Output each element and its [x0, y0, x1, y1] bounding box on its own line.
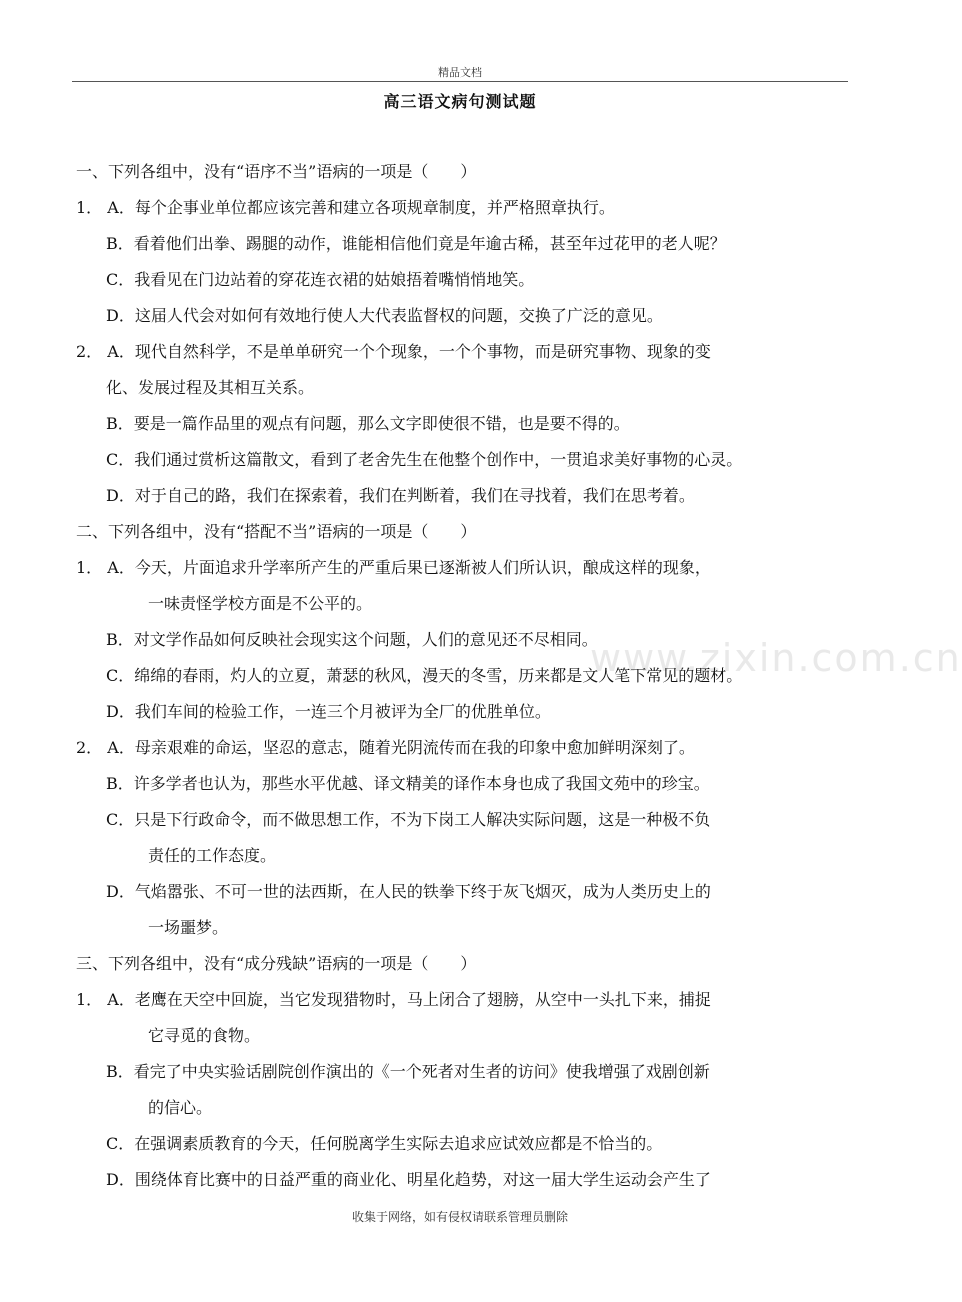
section-heading: 三、下列各组中，没有“成分残缺”语病的一项是（ ）	[76, 954, 477, 973]
option-line: B．许多学者也认为，那些水平优越、译文精美的译作本身也成了我国文苑中的珍宝。	[106, 774, 710, 793]
option-line: D．对于自己的路，我们在探索着，我们在判断着，我们在寻找着，我们在思考着。	[106, 486, 695, 505]
continuation-line: 化、发展过程及其相互关系。	[106, 378, 315, 397]
section-heading: 二、下列各组中，没有“搭配不当”语病的一项是（ ）	[76, 522, 477, 541]
option-line: B．看着他们出拳、踢腿的动作，谁能相信他们竟是年逾古稀，甚至年过花甲的老人呢？	[106, 234, 726, 253]
option-line: B．对文学作品如何反映社会现实这个问题，人们的意见还不尽相同。	[106, 630, 598, 649]
option-line: B．看完了中央实验话剧院创作演出的《一个死者对生者的访问》使我增强了戏剧创新	[106, 1062, 710, 1081]
continuation-line: 责任的工作态度。	[148, 846, 277, 865]
option-line: C．只是下行政命令，而不做思想工作，不为下岗工人解决实际问题，这是一种极不负	[106, 810, 711, 829]
question-line: 1． A．每个企事业单位都应该完善和建立各项规章制度，并严格照章执行。	[76, 198, 615, 217]
question-line: 1． A．今天，片面追求升学率所产生的严重后果已逐渐被人们所认识，酿成这样的现象，	[76, 558, 711, 577]
option-line: D．围绕体育比赛中的日益严重的商业化、明星化趋势，对这一届大学生运动会产生了	[106, 1170, 711, 1189]
watermark: www.zixin.com.cn	[590, 636, 962, 680]
question-line: 2． A．现代自然科学，不是单单研究一个个现象，一个个事物，而是研究事物、现象的变	[76, 342, 711, 361]
continuation-line: 的信心。	[148, 1098, 213, 1117]
footer-label: 收集于网络，如有侵权请联系管理员删除	[351, 1210, 568, 1224]
section-heading: 一、下列各组中，没有“语序不当”语病的一项是（ ）	[76, 162, 477, 181]
page-title: 高三语文病句测试题	[383, 92, 537, 111]
option-line: D．气焰嚣张、不可一世的法西斯，在人民的铁拳下终于灰飞烟灭，成为人类历史上的	[106, 882, 711, 901]
option-line: B．要是一篇作品里的观点有问题，那么文字即使很不错，也是要不得的。	[106, 414, 630, 433]
continuation-line: 一场噩梦。	[148, 918, 229, 937]
option-line: C．在强调素质教育的今天，任何脱离学生实际去追求应试效应都是不恰当的。	[106, 1134, 663, 1153]
question-line: 2． A．母亲艰难的命运，坚忍的意志，随着光阴流传而在我的印象中愈加鲜明深刻了。	[76, 738, 695, 757]
question-list	[76, 158, 856, 1202]
header-divider	[72, 81, 848, 82]
option-line: D．这届人代会对如何有效地行使人大代表监督权的问题，交换了广泛的意见。	[106, 306, 663, 325]
option-line: D．我们车间的检验工作，一连三个月被评为全厂的优胜单位。	[106, 702, 551, 721]
question-line: 1． A．老鹰在天空中回旋，当它发现猎物时，马上闭合了翅膀，从空中一头扎下来，捕捉	[76, 990, 711, 1009]
header-label: 精品文档	[438, 66, 482, 79]
continuation-line: 它寻觅的食物。	[148, 1026, 261, 1045]
option-line: C．我看见在门边站着的穿花连衣裙的姑娘捂着嘴悄悄地笑。	[106, 270, 535, 289]
option-line: C．绵绵的春雨，灼人的立夏，萧瑟的秋风，漫天的冬雪，历来都是文人笔下常见的题材。	[106, 666, 743, 685]
option-line: C．我们通过赏析这篇散文，看到了老舍先生在他整个创作中，一贯追求美好事物的心灵。	[106, 450, 743, 469]
continuation-line: 一味责怪学校方面是不公平的。	[148, 594, 373, 613]
